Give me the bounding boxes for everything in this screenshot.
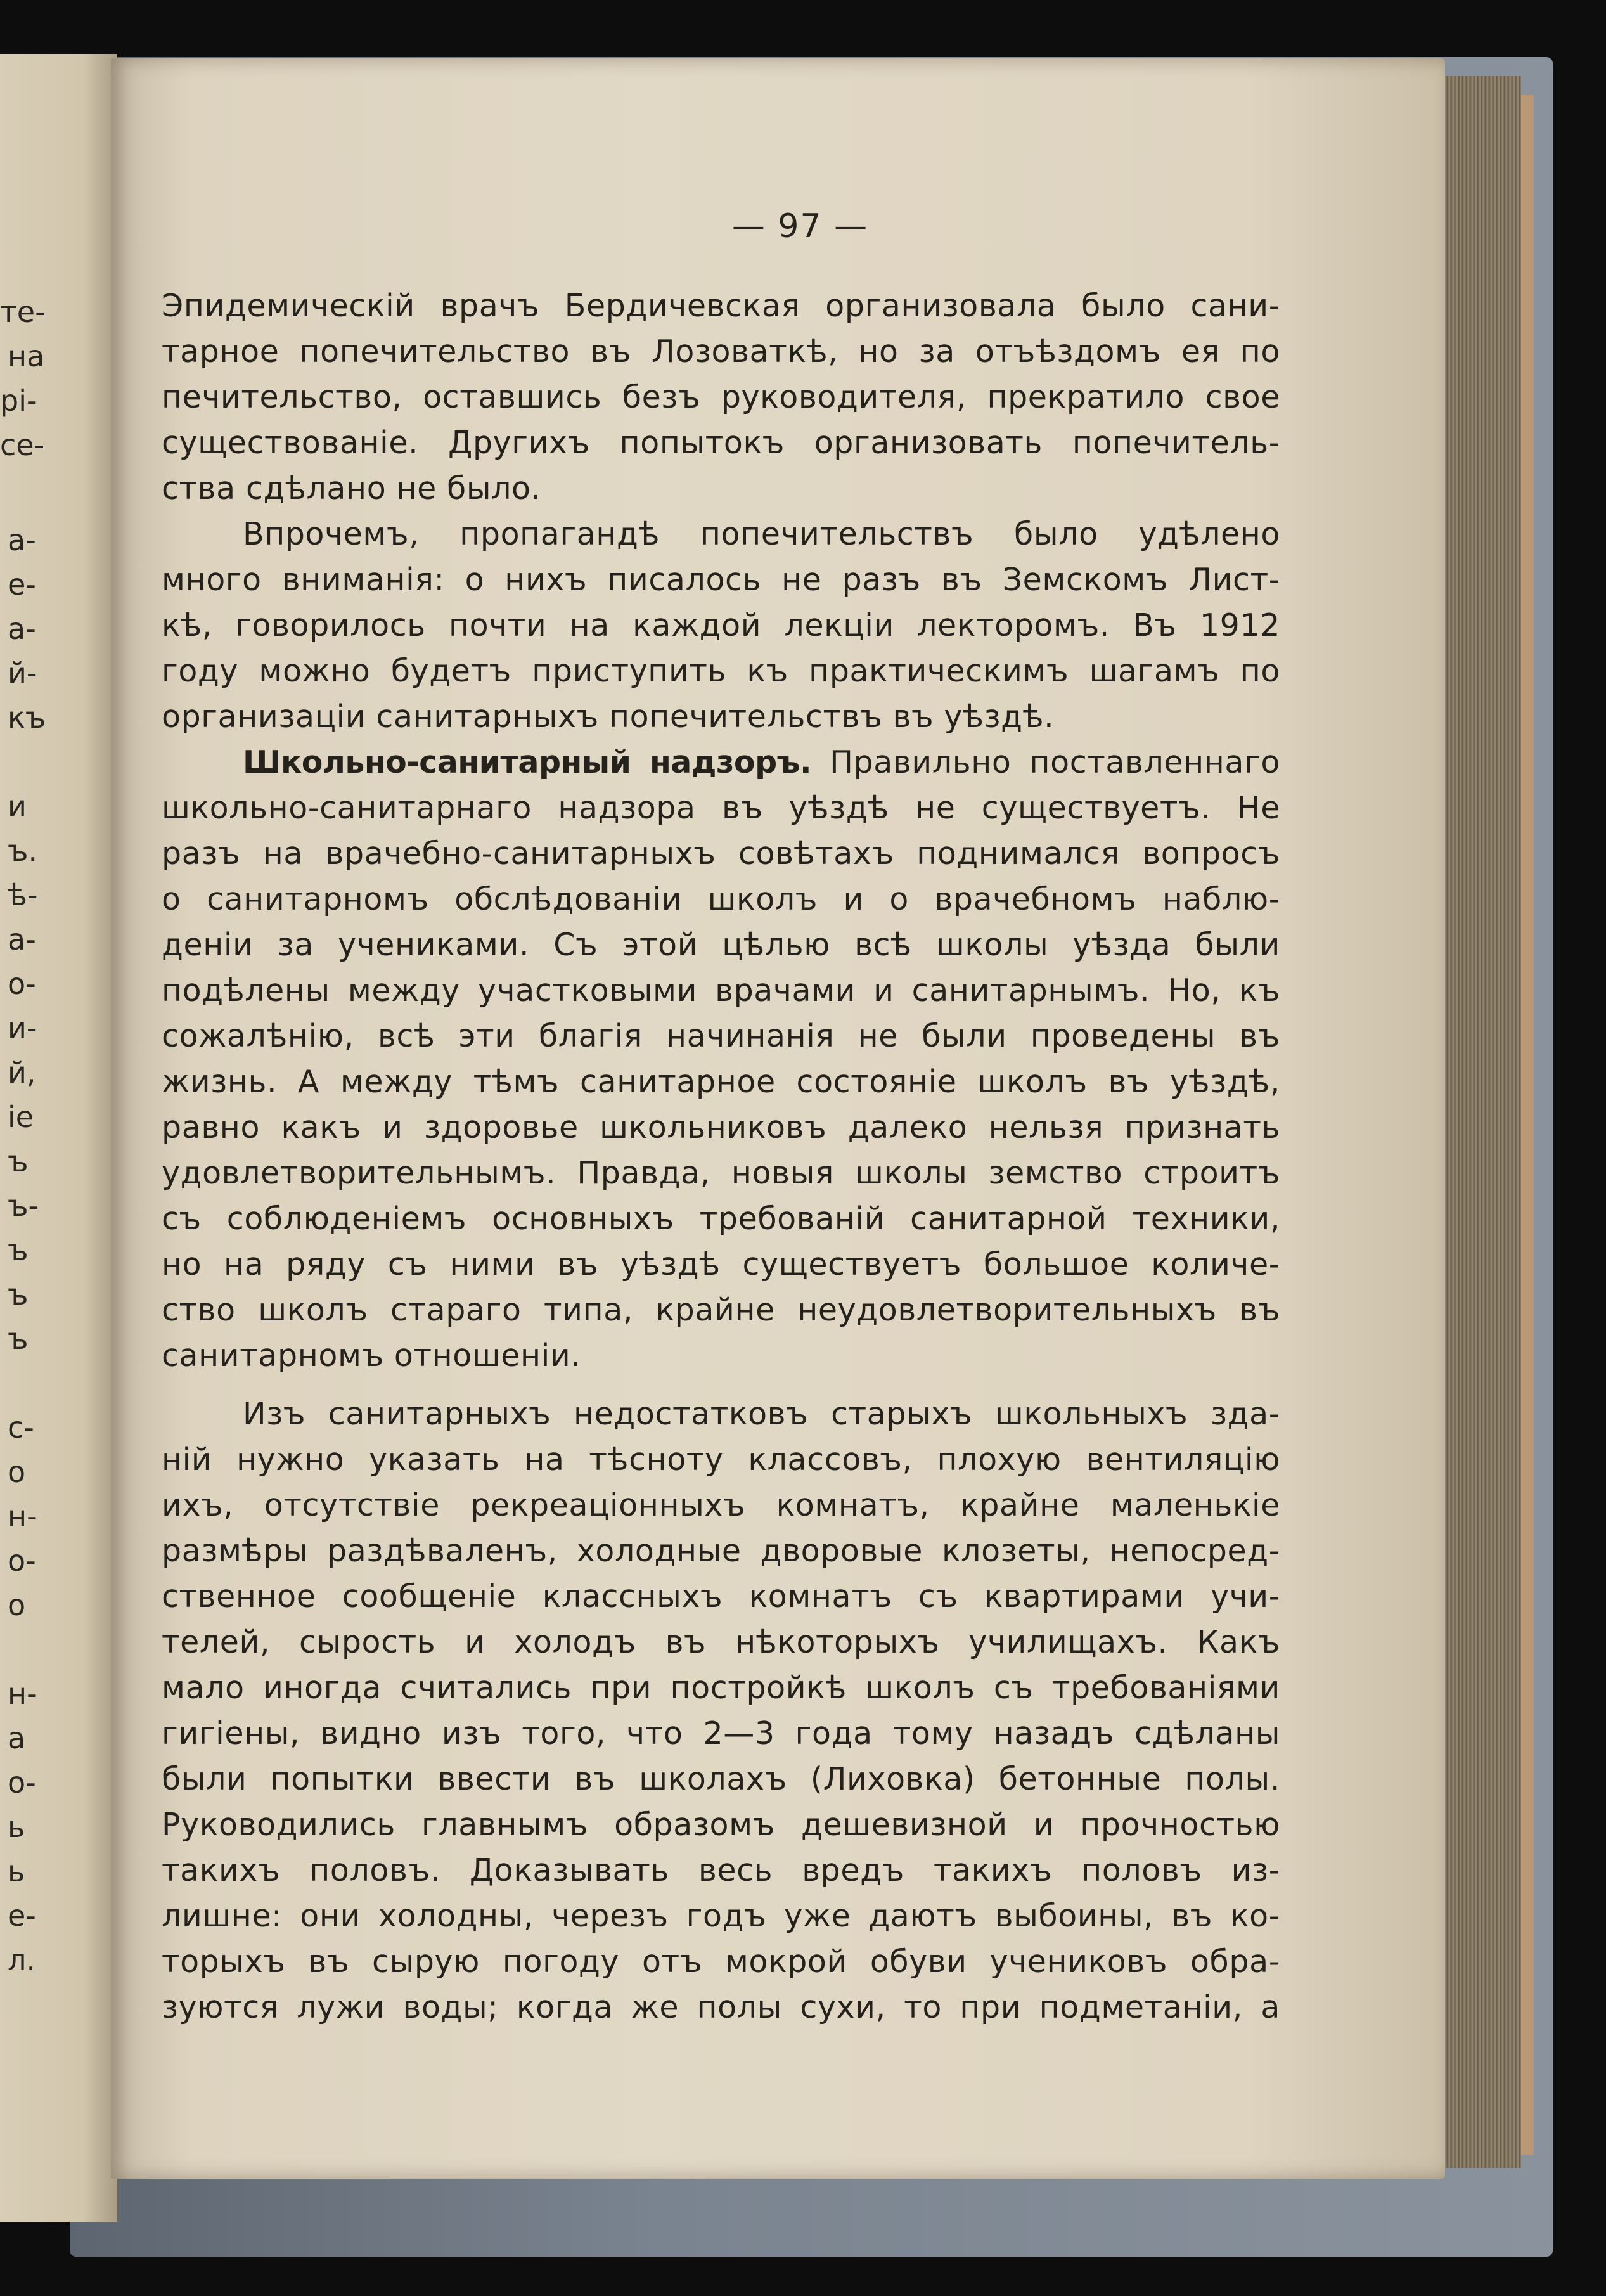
text-line: Руководились главнымъ образомъ дешевизной и прочностью bbox=[162, 1807, 1280, 1843]
section-heading: Школьно-санитарный надзоръ. bbox=[243, 744, 812, 780]
previous-page-fragment: о bbox=[8, 1588, 26, 1622]
previous-page-fragment: е- bbox=[8, 1899, 36, 1933]
text-line: ихъ, отсутствіе рекреаціонныхъ комнатъ, крайне маленькіе bbox=[162, 1487, 1280, 1523]
previous-page-fragment: е- bbox=[8, 567, 36, 602]
previous-page-fragment: й, bbox=[8, 1055, 36, 1090]
text-line: много вниманія: о нихъ писалось не разъ въ Земскомъ Лист- bbox=[162, 562, 1280, 598]
text-line: мало иногда считались при постройкѣ школъ съ требованіями bbox=[162, 1670, 1280, 1706]
text-line: Впрочемъ, пропагандѣ попечительствъ было удѣлено bbox=[243, 516, 1280, 552]
previous-page-fragment: на bbox=[8, 339, 45, 373]
previous-page-fragment: іе bbox=[8, 1100, 34, 1134]
previous-page-fragment: л. bbox=[8, 1943, 36, 1977]
section-heading-line bbox=[162, 740, 1280, 785]
previous-page-fragment: ь bbox=[8, 1810, 25, 1844]
text-line: существованіе. Другихъ попытокъ организовать попечитель- bbox=[162, 425, 1280, 461]
text-fragment: Правильно поставленнаго bbox=[830, 744, 1280, 780]
previous-page-fragment: ъ- bbox=[8, 1189, 39, 1223]
text-line: гигіены, видно изъ того, что 2—3 года тому назадъ сдѣланы bbox=[162, 1715, 1280, 1751]
previous-page-fragment: с- bbox=[8, 1410, 34, 1445]
previous-page-fragment: ѣ- bbox=[8, 878, 38, 912]
text-line: лишне: они холодны, черезъ годъ уже даютъ выбоины, въ ко- bbox=[162, 1898, 1280, 1934]
previous-page-fragment: а- bbox=[8, 922, 36, 957]
text-line: размѣры раздѣваленъ, холодные дворовые клозеты, непосред- bbox=[162, 1533, 1280, 1569]
previous-page-fragment: ь bbox=[8, 1854, 25, 1888]
previous-page-fragment: ъ bbox=[8, 1277, 29, 1312]
previous-page-fragment: къ bbox=[8, 700, 46, 735]
previous-page-fragment: а- bbox=[8, 612, 36, 646]
body-text bbox=[162, 283, 1280, 2030]
previous-page-fragment: о- bbox=[8, 967, 36, 1001]
text-line: зуются лужи воды; когда же полы сухи, то при подметаніи, а bbox=[162, 1989, 1280, 2025]
text-line: ній нужно указать на тѣсноту классовъ, плохую вентиляцію bbox=[162, 1441, 1280, 1478]
previous-page-fragment: о- bbox=[8, 1765, 36, 1800]
previous-page-fragment: рі- bbox=[0, 384, 37, 418]
text-line: подѣлены между участковыми врачами и санитарнымъ. Но, къ bbox=[162, 972, 1280, 1009]
text-line: году можно будетъ приступить къ практическимъ шагамъ по bbox=[162, 653, 1280, 689]
previous-page-fragment: и bbox=[8, 789, 27, 823]
text-line: телей, сырость и холодъ въ нѣкоторыхъ училищахъ. Какъ bbox=[162, 1624, 1280, 1660]
previous-page-fragment: о bbox=[8, 1455, 26, 1489]
text-line: ства сдѣлано не было. bbox=[162, 470, 541, 506]
text-line: деніи за учениками. Съ этой цѣлью всѣ школы уѣзда были bbox=[162, 927, 1280, 963]
text-line: разъ на врачебно-санитарныхъ совѣтахъ поднимался вопросъ bbox=[162, 835, 1280, 872]
previous-page-fragment: ъ bbox=[8, 1144, 29, 1178]
previous-page-fragment: н- bbox=[8, 1677, 37, 1711]
text-line: равно какъ и здоровье школьниковъ далеко нельзя признать bbox=[162, 1109, 1280, 1145]
page bbox=[111, 58, 1445, 2179]
text-line: сожалѣнію, всѣ эти благія начинанія не были проведены въ bbox=[162, 1018, 1280, 1054]
previous-page-fragment: и- bbox=[8, 1011, 37, 1045]
page-edges bbox=[1432, 76, 1521, 2168]
previous-page-fragment: ъ bbox=[8, 1233, 29, 1267]
page-number: — 97 — bbox=[731, 207, 869, 245]
previous-page-fragment: ъ. bbox=[8, 834, 38, 868]
text-line: но на ряду съ ними въ уѣздѣ существуетъ большое количе- bbox=[162, 1246, 1280, 1282]
text-line: школьно-санитарнаго надзора въ уѣздѣ не существуетъ. Не bbox=[162, 790, 1280, 826]
previous-page-fragment: а bbox=[8, 1721, 26, 1755]
text-line: такихъ половъ. Доказывать весь вредъ такихъ половъ из- bbox=[162, 1852, 1280, 1888]
previous-page-fragment: се- bbox=[0, 428, 45, 462]
text-line: о санитарномъ обслѣдованіи школъ и о врачебномъ наблю- bbox=[162, 881, 1280, 917]
previous-page-fragment: й- bbox=[8, 656, 37, 690]
previous-page-fragment: ъ bbox=[8, 1322, 29, 1356]
text-line: торыхъ въ сырую погоду отъ мокрой обуви учениковъ обра- bbox=[162, 1944, 1280, 1980]
text-line: Изъ санитарныхъ недостатковъ старыхъ школьныхъ зда- bbox=[243, 1396, 1280, 1432]
previous-page-fragment: а- bbox=[8, 523, 36, 557]
previous-page-fragment: о- bbox=[8, 1544, 36, 1578]
text-line: кѣ, говорилось почти на каждой лекціи лекторомъ. Въ 1912 bbox=[162, 607, 1280, 643]
previous-page-fragment: н- bbox=[8, 1499, 37, 1533]
text-line: организаціи санитарныхъ попечительствъ въ уѣздѣ. bbox=[162, 699, 1055, 735]
text-line: тарное попечительство въ Лозоваткѣ, но за отъѣздомъ ея по bbox=[162, 333, 1280, 370]
text-line: Эпидемическій врачъ Бердичевская организовала было сани- bbox=[162, 288, 1280, 324]
previous-page-fragments bbox=[0, 54, 117, 2222]
previous-page-fragment: те- bbox=[0, 295, 46, 329]
text-line: съ соблюденіемъ основныхъ требованій санитарной техники, bbox=[162, 1201, 1280, 1237]
text-line: санитарномъ отношеніи. bbox=[162, 1338, 581, 1374]
text-line: жизнь. А между тѣмъ санитарное состояніе школъ въ уѣздѣ, bbox=[162, 1064, 1280, 1100]
text-line: ство школъ стараго типа, крайне неудовлетворительныхъ въ bbox=[162, 1292, 1280, 1328]
text-line: печительство, оставшись безъ руководителя, прекратило свое bbox=[162, 379, 1280, 415]
text-line: ственное сообщеніе классныхъ комнатъ съ квартирами учи- bbox=[162, 1578, 1280, 1615]
previous-page bbox=[0, 54, 117, 2222]
text-line: были попытки ввести въ школахъ (Лиховка) бетонные полы. bbox=[162, 1761, 1280, 1797]
text-line: удовлетворительнымъ. Правда, новыя школы земство строитъ bbox=[162, 1155, 1280, 1191]
